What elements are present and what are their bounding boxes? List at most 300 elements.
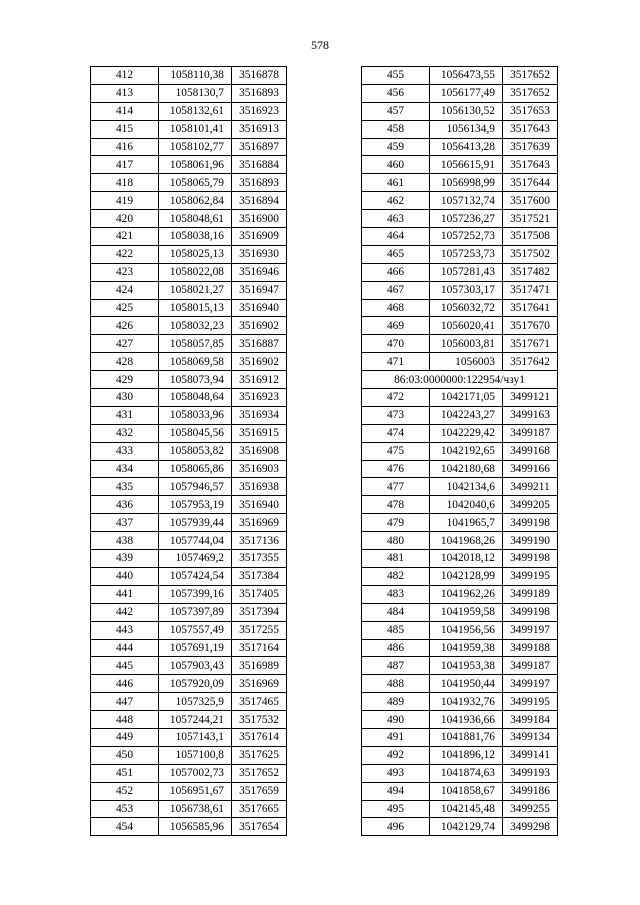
y-coordinate-cell: 3516969 [232,675,287,693]
table-row [91,460,287,478]
x-coordinate-cell: 1041858,67 [430,782,503,800]
table-row [362,102,558,120]
point-number-cell: 432 [91,424,159,442]
y-coordinate-cell: 3499187 [503,424,558,442]
y-coordinate-cell: 3499186 [503,782,558,800]
point-number-cell: 470 [362,335,430,353]
point-number-cell: 435 [91,478,159,496]
y-coordinate-cell: 3517614 [232,728,287,746]
table-row [362,335,558,353]
point-number-cell: 442 [91,603,159,621]
table-row [91,263,287,281]
x-coordinate-cell: 1041962,26 [430,585,503,603]
point-number-cell: 440 [91,567,159,585]
table-row [362,245,558,263]
table-row [91,711,287,729]
point-number-cell: 472 [362,389,430,407]
y-coordinate-cell: 3516969 [232,514,287,532]
y-coordinate-cell: 3517482 [503,263,558,281]
table-row [362,406,558,424]
x-coordinate-cell: 1042018,12 [430,550,503,568]
table-row [91,138,287,156]
y-coordinate-cell: 3516893 [232,174,287,192]
table-row [91,120,287,138]
y-coordinate-cell: 3499189 [503,585,558,603]
y-coordinate-cell: 3499205 [503,496,558,514]
y-coordinate-cell: 3499190 [503,532,558,550]
x-coordinate-cell: 1056413,28 [430,138,503,156]
x-coordinate-cell: 1057691,19 [159,639,232,657]
point-number-cell: 479 [362,514,430,532]
x-coordinate-cell: 1058025,13 [159,245,232,263]
table-row [91,621,287,639]
section-header-row [362,371,558,389]
y-coordinate-cell: 3516900 [232,210,287,228]
y-coordinate-cell: 3516923 [232,389,287,407]
point-number-cell: 437 [91,514,159,532]
x-coordinate-cell: 1057002,73 [159,764,232,782]
point-number-cell: 477 [362,478,430,496]
y-coordinate-cell: 3517670 [503,317,558,335]
y-coordinate-cell: 3517652 [232,764,287,782]
table-row [91,550,287,568]
y-coordinate-cell: 3499141 [503,746,558,764]
point-number-cell: 492 [362,746,430,764]
y-coordinate-cell: 3516909 [232,228,287,246]
x-coordinate-cell: 1056134,9 [430,120,503,138]
point-number-cell: 473 [362,406,430,424]
x-coordinate-cell: 1057325,9 [159,693,232,711]
table-row [362,585,558,603]
table-row [91,299,287,317]
x-coordinate-cell: 1042128,99 [430,567,503,585]
table-row [362,639,558,657]
table-row [362,442,558,460]
y-coordinate-cell: 3499197 [503,675,558,693]
point-number-cell: 418 [91,174,159,192]
table-row [91,335,287,353]
table-row [362,693,558,711]
point-number-cell: 436 [91,496,159,514]
table-row [91,603,287,621]
table-row [91,281,287,299]
x-coordinate-cell: 1041874,63 [430,764,503,782]
y-coordinate-cell: 3516893 [232,84,287,102]
point-number-cell: 457 [362,102,430,120]
y-coordinate-cell: 3517136 [232,532,287,550]
point-number-cell: 428 [91,353,159,371]
y-coordinate-cell: 3499184 [503,711,558,729]
y-coordinate-cell: 3517653 [503,102,558,120]
point-number-cell: 462 [362,192,430,210]
table-row [91,764,287,782]
y-coordinate-cell: 3516912 [232,371,287,389]
table-row [362,746,558,764]
table-row [91,84,287,102]
table-row [91,532,287,550]
point-number-cell: 423 [91,263,159,281]
x-coordinate-cell: 1057920,09 [159,675,232,693]
y-coordinate-cell: 3516915 [232,424,287,442]
table-row [362,603,558,621]
y-coordinate-cell: 3499198 [503,514,558,532]
point-number-cell: 445 [91,657,159,675]
x-coordinate-cell: 1056585,96 [159,818,232,836]
y-coordinate-cell: 3516930 [232,245,287,263]
x-coordinate-cell: 1057100,8 [159,746,232,764]
table-row [91,245,287,263]
point-number-cell: 458 [362,120,430,138]
y-coordinate-cell: 3499211 [503,478,558,496]
table-row [362,174,558,192]
table-row [362,675,558,693]
table-row [362,711,558,729]
point-number-cell: 486 [362,639,430,657]
cadastral-number-cell: 86:03:0000000:122954/чзу1 [362,371,558,389]
x-coordinate-cell: 1042145,48 [430,800,503,818]
table-row [362,210,558,228]
y-coordinate-cell: 3517502 [503,245,558,263]
y-coordinate-cell: 3516902 [232,317,287,335]
y-coordinate-cell: 3517652 [503,84,558,102]
y-coordinate-cell: 3517639 [503,138,558,156]
point-number-cell: 414 [91,102,159,120]
x-coordinate-cell: 1057132,74 [430,192,503,210]
point-number-cell: 433 [91,442,159,460]
table-row [362,478,558,496]
x-coordinate-cell: 1058065,79 [159,174,232,192]
y-coordinate-cell: 3516902 [232,353,287,371]
y-coordinate-cell: 3499193 [503,764,558,782]
x-coordinate-cell: 1041965,7 [430,514,503,532]
point-number-cell: 427 [91,335,159,353]
table-row [91,800,287,818]
y-coordinate-cell: 3516897 [232,138,287,156]
point-number-cell: 480 [362,532,430,550]
point-number-cell: 474 [362,424,430,442]
y-coordinate-cell: 3499168 [503,442,558,460]
x-coordinate-cell: 1057903,43 [159,657,232,675]
table-row [91,514,287,532]
table-row [362,800,558,818]
table-row [362,228,558,246]
point-number-cell: 475 [362,442,430,460]
y-coordinate-cell: 3516946 [232,263,287,281]
table-row [362,156,558,174]
point-number-cell: 455 [362,67,430,85]
table-row [91,818,287,836]
y-coordinate-cell: 3516938 [232,478,287,496]
point-number-cell: 491 [362,728,430,746]
y-coordinate-cell: 3499166 [503,460,558,478]
y-coordinate-cell: 3516887 [232,335,287,353]
point-number-cell: 464 [362,228,430,246]
table-row [362,818,558,836]
x-coordinate-cell: 1042134,6 [430,478,503,496]
x-coordinate-cell: 1056738,61 [159,800,232,818]
point-number-cell: 417 [91,156,159,174]
table-row [91,174,287,192]
y-coordinate-cell: 3516894 [232,192,287,210]
point-number-cell: 446 [91,675,159,693]
point-number-cell: 413 [91,84,159,102]
x-coordinate-cell: 1057557,49 [159,621,232,639]
table-row [91,353,287,371]
x-coordinate-cell: 1058062,84 [159,192,232,210]
point-number-cell: 426 [91,317,159,335]
table-row [362,728,558,746]
table-row [91,102,287,120]
point-number-cell: 456 [362,84,430,102]
table-row [91,389,287,407]
y-coordinate-cell: 3517355 [232,550,287,568]
y-coordinate-cell: 3517255 [232,621,287,639]
table-row [362,460,558,478]
point-number-cell: 448 [91,711,159,729]
y-coordinate-cell: 3517465 [232,693,287,711]
y-coordinate-cell: 3516947 [232,281,287,299]
x-coordinate-cell: 1058069,58 [159,353,232,371]
y-coordinate-cell: 3499298 [503,818,558,836]
y-coordinate-cell: 3517642 [503,353,558,371]
table-row [362,67,558,85]
y-coordinate-cell: 3517521 [503,210,558,228]
x-coordinate-cell: 1041881,76 [430,728,503,746]
x-coordinate-cell: 1058110,38 [159,67,232,85]
y-coordinate-cell: 3499134 [503,728,558,746]
table-row [362,317,558,335]
point-number-cell: 469 [362,317,430,335]
point-number-cell: 430 [91,389,159,407]
point-number-cell: 493 [362,764,430,782]
x-coordinate-cell: 1058022,08 [159,263,232,281]
x-coordinate-cell: 1056003 [430,353,503,371]
x-coordinate-cell: 1057424,54 [159,567,232,585]
table-row [362,782,558,800]
table-row [91,585,287,603]
table-row [362,138,558,156]
point-number-cell: 444 [91,639,159,657]
x-coordinate-cell: 1041936,66 [430,711,503,729]
point-number-cell: 483 [362,585,430,603]
point-number-cell: 421 [91,228,159,246]
point-number-cell: 459 [362,138,430,156]
y-coordinate-cell: 3517652 [503,67,558,85]
x-coordinate-cell: 1057399,16 [159,585,232,603]
table-row [91,639,287,657]
point-number-cell: 461 [362,174,430,192]
point-number-cell: 431 [91,406,159,424]
x-coordinate-cell: 1041959,38 [430,639,503,657]
y-coordinate-cell: 3517644 [503,174,558,192]
x-coordinate-cell: 1056130,52 [430,102,503,120]
point-number-cell: 434 [91,460,159,478]
x-coordinate-cell: 1058038,16 [159,228,232,246]
x-coordinate-cell: 1056998,99 [430,174,503,192]
x-coordinate-cell: 1042229,42 [430,424,503,442]
y-coordinate-cell: 3517405 [232,585,287,603]
table-row [91,424,287,442]
table-row [362,764,558,782]
y-coordinate-cell: 3517665 [232,800,287,818]
y-coordinate-cell: 3517532 [232,711,287,729]
x-coordinate-cell: 1056032,72 [430,299,503,317]
y-coordinate-cell: 3517471 [503,281,558,299]
table-row [362,657,558,675]
y-coordinate-cell: 3517508 [503,228,558,246]
table-row [362,496,558,514]
y-coordinate-cell: 3499198 [503,603,558,621]
point-number-cell: 420 [91,210,159,228]
x-coordinate-cell: 1058132,61 [159,102,232,120]
table-row [91,210,287,228]
page-number: 578 [311,38,329,52]
point-number-cell: 484 [362,603,430,621]
x-coordinate-cell: 1056951,67 [159,782,232,800]
point-number-cell: 485 [362,621,430,639]
table-row [91,782,287,800]
y-coordinate-cell: 3499195 [503,567,558,585]
table-row [362,120,558,138]
x-coordinate-cell: 1041932,76 [430,693,503,711]
y-coordinate-cell: 3499197 [503,621,558,639]
x-coordinate-cell: 1058032,23 [159,317,232,335]
point-number-cell: 468 [362,299,430,317]
table-row [362,353,558,371]
x-coordinate-cell: 1057744,04 [159,532,232,550]
table-row [91,406,287,424]
x-coordinate-cell: 1058048,64 [159,389,232,407]
x-coordinate-cell: 1042129,74 [430,818,503,836]
y-coordinate-cell: 3516913 [232,120,287,138]
x-coordinate-cell: 1057946,57 [159,478,232,496]
table-row [362,263,558,281]
y-coordinate-cell: 3499255 [503,800,558,818]
point-number-cell: 424 [91,281,159,299]
x-coordinate-cell: 1057281,43 [430,263,503,281]
table-row [362,299,558,317]
y-coordinate-cell: 3517394 [232,603,287,621]
point-number-cell: 439 [91,550,159,568]
x-coordinate-cell: 1042180,68 [430,460,503,478]
x-coordinate-cell: 1056615,91 [430,156,503,174]
y-coordinate-cell: 3516989 [232,657,287,675]
x-coordinate-cell: 1058101,41 [159,120,232,138]
table-row [91,371,287,389]
point-number-cell: 454 [91,818,159,836]
x-coordinate-cell: 1057236,27 [430,210,503,228]
point-number-cell: 415 [91,120,159,138]
point-number-cell: 412 [91,67,159,85]
point-number-cell: 490 [362,711,430,729]
x-coordinate-cell: 1041953,38 [430,657,503,675]
x-coordinate-cell: 1058061,96 [159,156,232,174]
y-coordinate-cell: 3516934 [232,406,287,424]
point-number-cell: 481 [362,550,430,568]
x-coordinate-cell: 1057939,44 [159,514,232,532]
x-coordinate-cell: 1057252,73 [430,228,503,246]
point-number-cell: 494 [362,782,430,800]
x-coordinate-cell: 1058033,96 [159,406,232,424]
x-coordinate-cell: 1057303,17 [430,281,503,299]
x-coordinate-cell: 1058073,94 [159,371,232,389]
x-coordinate-cell: 1042243,27 [430,406,503,424]
y-coordinate-cell: 3517625 [232,746,287,764]
table-row [91,478,287,496]
table-row [91,442,287,460]
y-coordinate-cell: 3499187 [503,657,558,675]
y-coordinate-cell: 3517384 [232,567,287,585]
point-number-cell: 447 [91,693,159,711]
table-row [91,228,287,246]
table-row [91,567,287,585]
point-number-cell: 476 [362,460,430,478]
x-coordinate-cell: 1057397,89 [159,603,232,621]
point-number-cell: 467 [362,281,430,299]
point-number-cell: 496 [362,818,430,836]
point-number-cell: 429 [91,371,159,389]
x-coordinate-cell: 1058045,56 [159,424,232,442]
x-coordinate-cell: 1058065,86 [159,460,232,478]
x-coordinate-cell: 1041896,12 [430,746,503,764]
x-coordinate-cell: 1058021,27 [159,281,232,299]
point-number-cell: 478 [362,496,430,514]
table-row [362,192,558,210]
table-row [91,728,287,746]
point-number-cell: 466 [362,263,430,281]
coordinates-table-left [90,66,287,836]
table-row [362,424,558,442]
x-coordinate-cell: 1041959,58 [430,603,503,621]
point-number-cell: 416 [91,138,159,156]
table-row [362,84,558,102]
y-coordinate-cell: 3516903 [232,460,287,478]
y-coordinate-cell: 3517654 [232,818,287,836]
x-coordinate-cell: 1058048,61 [159,210,232,228]
point-number-cell: 471 [362,353,430,371]
y-coordinate-cell: 3517671 [503,335,558,353]
y-coordinate-cell: 3499121 [503,389,558,407]
y-coordinate-cell: 3516908 [232,442,287,460]
table-row [91,657,287,675]
point-number-cell: 425 [91,299,159,317]
table-row [91,746,287,764]
table-row [91,693,287,711]
x-coordinate-cell: 1058102,77 [159,138,232,156]
point-number-cell: 488 [362,675,430,693]
y-coordinate-cell: 3499198 [503,550,558,568]
x-coordinate-cell: 1057143,1 [159,728,232,746]
table-row [362,532,558,550]
table-row [362,281,558,299]
point-number-cell: 482 [362,567,430,585]
y-coordinate-cell: 3517659 [232,782,287,800]
point-number-cell: 441 [91,585,159,603]
y-coordinate-cell: 3516940 [232,299,287,317]
x-coordinate-cell: 1056003,81 [430,335,503,353]
x-coordinate-cell: 1041968,26 [430,532,503,550]
table-row [91,317,287,335]
point-number-cell: 450 [91,746,159,764]
point-number-cell: 489 [362,693,430,711]
table-row [362,567,558,585]
x-coordinate-cell: 1057253,73 [430,245,503,263]
y-coordinate-cell: 3517643 [503,156,558,174]
x-coordinate-cell: 1057244,21 [159,711,232,729]
x-coordinate-cell: 1058015,13 [159,299,232,317]
x-coordinate-cell: 1041950,44 [430,675,503,693]
x-coordinate-cell: 1042040,6 [430,496,503,514]
